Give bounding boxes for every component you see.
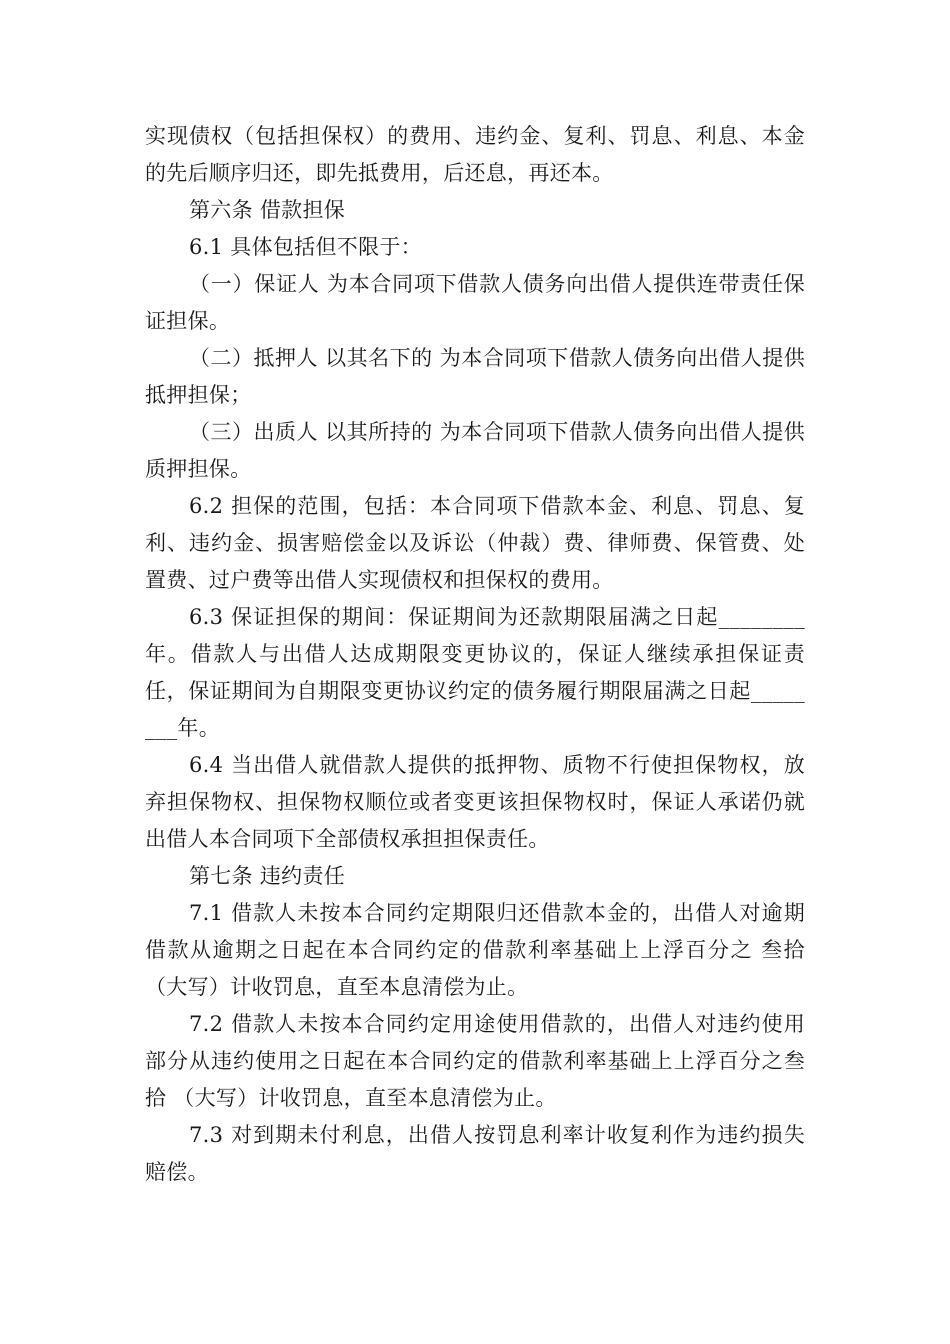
article-6-heading: 第六条 借款担保 [189, 198, 346, 222]
clause-6-1: 6.1 具体包括但不限于： [189, 235, 422, 259]
clause-6-2: 6.2 担保的范围，包括：本合同项下借款本金、利息、罚息、复利、违约金、损害赔偿金以及诉讼（仲裁）费、律师费、保管费、处置费、过户费等出借人实现债权和担保权的费用。 [145, 494, 805, 592]
clause-7-1: 7.1 借款人未按本合同约定期限归还借款本金的，出借人对逾期借款从逾期之日起在本合同约定的借款利率基础上上浮百分之 叁拾（大写）计收罚息，直至本息清偿为止。 [145, 901, 805, 999]
document-page [145, 118, 805, 1191]
clause-6-1-item-3: （三）出质人 以其所持的 为本合同项下借款人债务向出借人提供质押担保。 [145, 420, 805, 481]
article-7-heading: 第七条 违约责任 [189, 864, 346, 888]
paragraph-continuation: 实现债权（包括担保权）的费用、违约金、复利、罚息、利息、本金的先后顺序归还，即先抵费用，后还息，再还本。 [145, 124, 805, 185]
clause-6-1-item-2: （二）抵押人 以其名下的 为本合同项下借款人债务向出借人提供抵押担保； [145, 346, 805, 407]
clause-7-2: 7.2 借款人未按本合同约定用途使用借款的，出借人对违约使用部分从违约使用之日起在本合同约定的借款利率基础上上浮百分之叁拾 （大写）计收罚息，直至本息清偿为止。 [145, 1012, 805, 1110]
clause-7-3: 7.3 对到期未付利息，出借人按罚息利率计收复利作为违约损失赔偿。 [145, 1123, 805, 1184]
clause-6-4: 6.4 当出借人就借款人提供的抵押物、质物不行使担保物权，放弃担保物权、担保物权顺位或者变更该担保物权时，保证人承诺仍就出借人本合同项下全部债权承担担保责任。 [145, 753, 805, 851]
clause-6-1-item-1: （一）保证人 为本合同项下借款人债务向出借人提供连带责任保证担保。 [145, 272, 805, 333]
clause-6-3: 6.3 保证担保的期间：保证期间为还款期限届满之日起________年。借款人与出借人达成期限变更协议的，保证人继续承担保证责任，保证期间为自期限变更协议约定的债务履行期限届满之日起________年。 [145, 605, 805, 740]
